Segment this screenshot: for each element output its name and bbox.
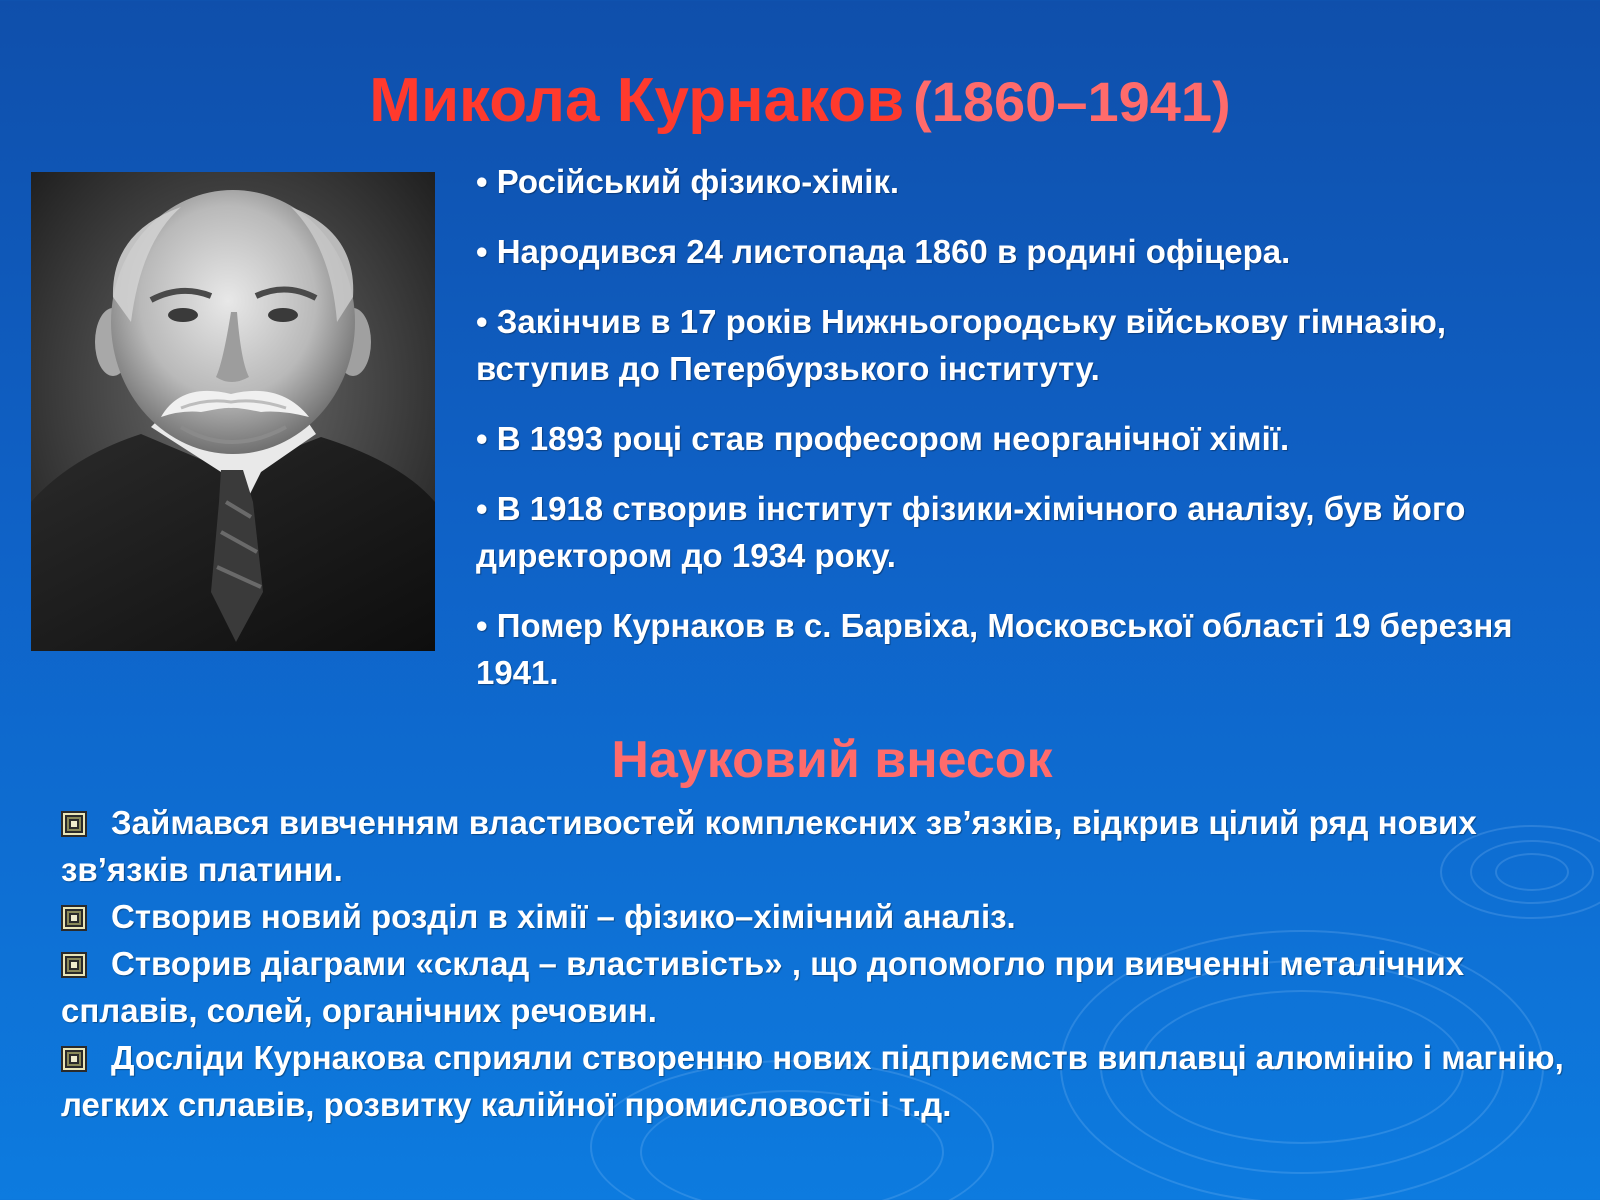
portrait-photo <box>31 172 435 651</box>
bio-item-professor: • В 1893 році став професором неорганічної хімії. <box>476 420 1290 457</box>
contribution-text: Досліди Курнакова сприяли створенню нових підприємств виплавці алюмінію і магнію, легких сплавів, розвитку калійної промисловості і т.д. <box>61 1039 1564 1123</box>
bio-item-birth: • Народився 24 листопада 1860 в родині офіцера. <box>476 233 1291 270</box>
contribution-item <box>61 1034 1581 1128</box>
bio-item-death: • Помер Курнаков в с. Барвіха, Московської області 19 березня 1941. <box>476 607 1513 691</box>
contribution-list <box>61 799 1581 1128</box>
contribution-item <box>61 893 1581 940</box>
section-title-contribution: Науковий внесок <box>611 731 1053 789</box>
bio-item-education: • Закінчив в 17 років Нижньогородську військову гімназію, вступив до Петербурзького інституту. <box>476 303 1447 387</box>
contribution-text: Створив діаграми «склад – властивість» , що допомогло при вивченні металічних сплавів, солей, органічних речовин. <box>61 945 1465 1029</box>
square-spiral-bullet-icon <box>61 896 87 922</box>
contribution-text: Займався вивченням властивостей комплексних зв’язків, відкрив цілий ряд нових зв’язків платини. <box>61 804 1477 888</box>
square-spiral-bullet-icon <box>61 802 87 828</box>
contribution-item <box>61 940 1581 1034</box>
contribution-text: Створив новий розділ в хімії – фізико–хімічний аналіз. <box>111 898 1016 935</box>
square-spiral-bullet-icon <box>61 1037 87 1063</box>
bio-item-role: • Російський фізико-хімік. <box>476 163 900 200</box>
biography-list <box>476 158 1576 719</box>
contribution-item <box>61 799 1581 893</box>
bio-item-institute: • В 1918 створив інститут фізики-хімічного аналізу, був його директором до 1934 року. <box>476 490 1466 574</box>
square-spiral-bullet-icon <box>61 943 87 969</box>
slide-title <box>0 64 1600 147</box>
title-name: Микола Курнаков <box>369 66 905 135</box>
title-years: (1860–1941) <box>913 70 1231 133</box>
